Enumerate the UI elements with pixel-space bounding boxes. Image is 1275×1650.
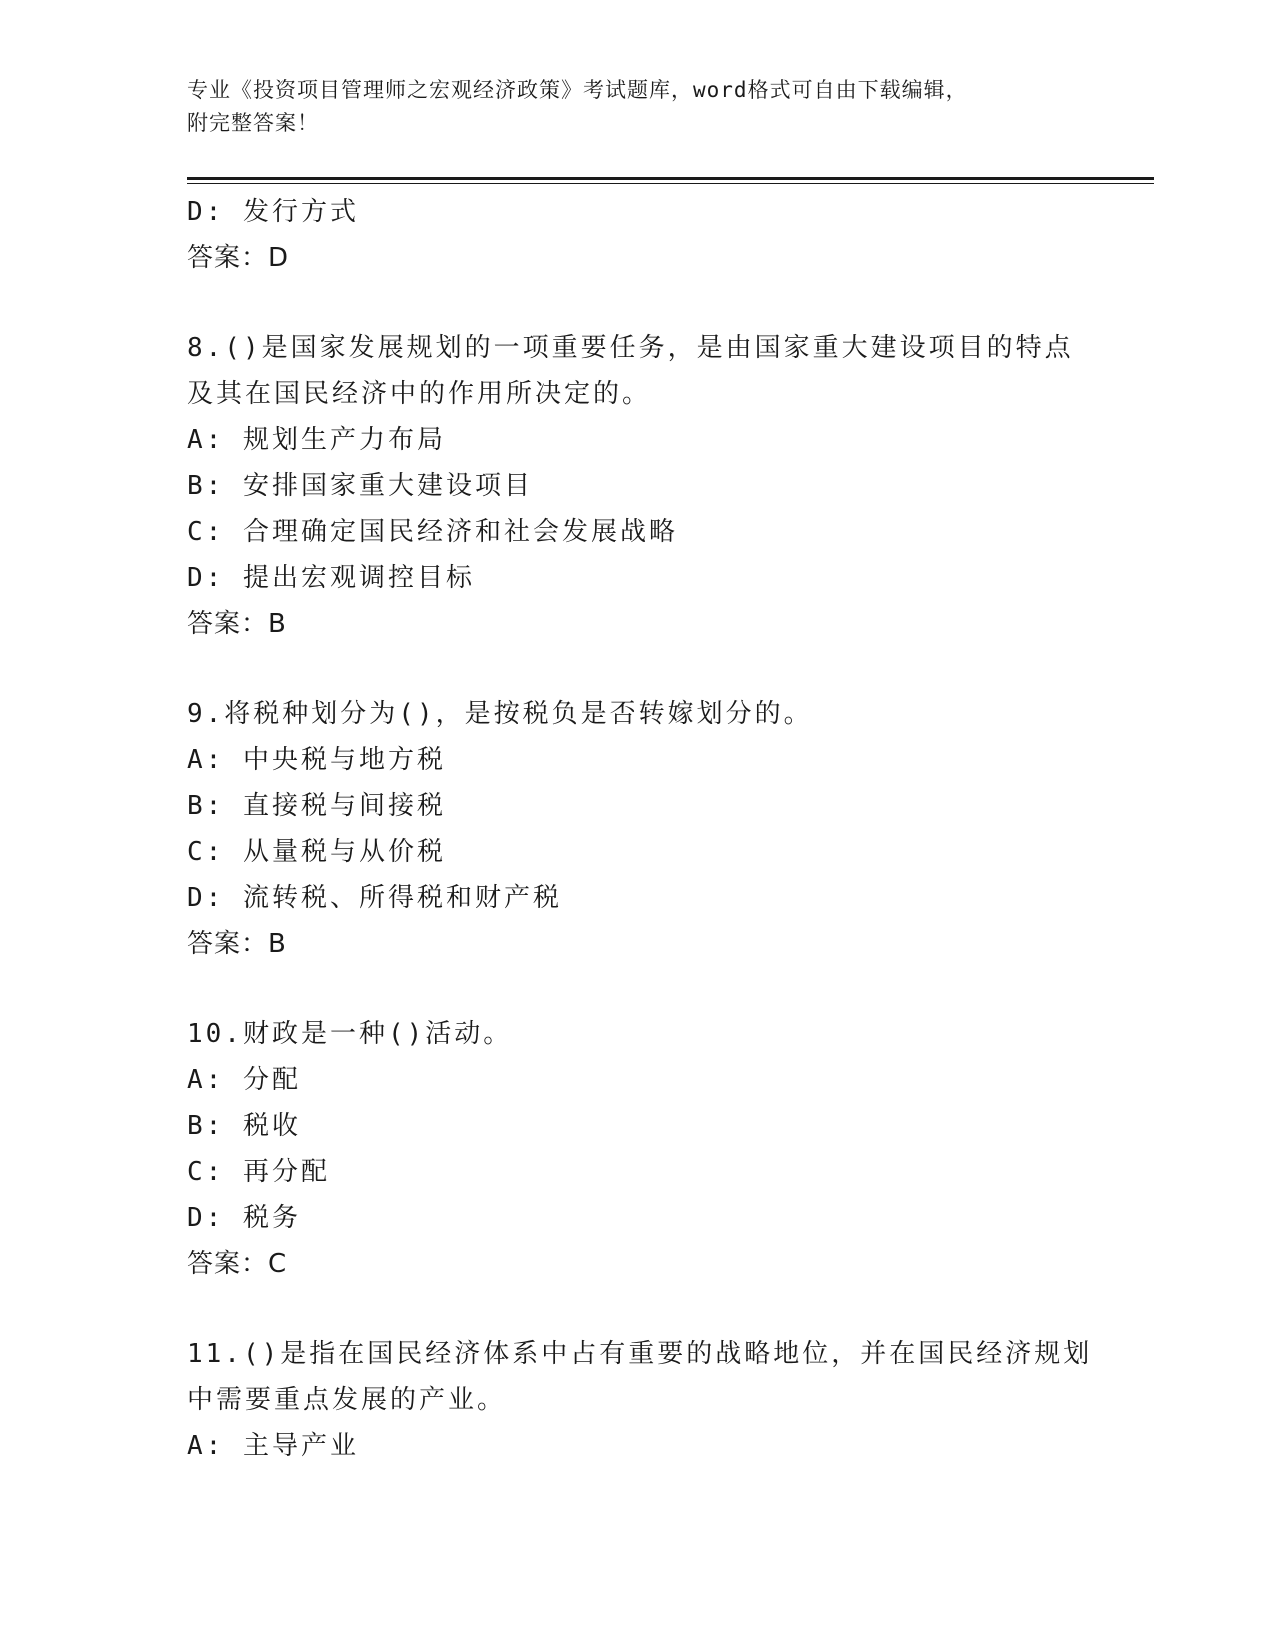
option-b: B: 安排国家重大建设项目 (187, 471, 533, 501)
header-divider-thick (187, 177, 1154, 180)
option-d: D: 税务 (187, 1203, 301, 1233)
answer: 答案：B (187, 609, 287, 639)
option-c: C: 合理确定国民经济和社会发展战略 (187, 517, 678, 547)
question-stem-cont: 中需要重点发展的产业。 (187, 1385, 507, 1415)
option-b: B: 税收 (187, 1111, 301, 1141)
question-stem: 11.()是指在国民经济体系中占有重要的战略地位，并在国民经济规划 (187, 1339, 1093, 1369)
option-b: B: 直接税与间接税 (187, 791, 446, 821)
answer: 答案：B (187, 929, 287, 959)
option-d: D: 提出宏观调控目标 (187, 563, 475, 593)
question-stem-cont: 及其在国民经济中的作用所决定的。 (187, 379, 652, 409)
option-a: A: 主导产业 (187, 1431, 359, 1461)
answer: 答案：D (187, 243, 290, 273)
question-stem: 8.()是国家发展规划的一项重要任务，是由国家重大建设项目的特点 (187, 333, 1074, 363)
question-stem: 10.财政是一种()活动。 (187, 1019, 513, 1049)
header-line-1: 专业《投资项目管理师之宏观经济政策》考试题库，word格式可自由下载编辑， (187, 78, 968, 102)
option-c: C: 再分配 (187, 1157, 330, 1187)
option-a: A: 规划生产力布局 (187, 425, 446, 455)
option-a: A: 分配 (187, 1065, 301, 1095)
option-d: D: 发行方式 (187, 197, 359, 227)
question-7-tail (187, 189, 1087, 281)
answer: 答案：C (187, 1249, 288, 1279)
question-10 (187, 1011, 1087, 1287)
question-8 (187, 325, 1087, 647)
option-c: C: 从量税与从价税 (187, 837, 446, 867)
header-divider-thin (187, 183, 1154, 184)
page-header (187, 74, 1067, 140)
question-list (187, 189, 1093, 1469)
question-9 (187, 691, 1087, 967)
option-d: D: 流转税、所得税和财产税 (187, 883, 562, 913)
question-stem: 9.将税种划分为()，是按税负是否转嫁划分的。 (187, 699, 813, 729)
header-line-2: 附完整答案！ (187, 111, 319, 135)
option-a: A: 中央税与地方税 (187, 745, 446, 775)
question-11 (187, 1331, 1093, 1469)
